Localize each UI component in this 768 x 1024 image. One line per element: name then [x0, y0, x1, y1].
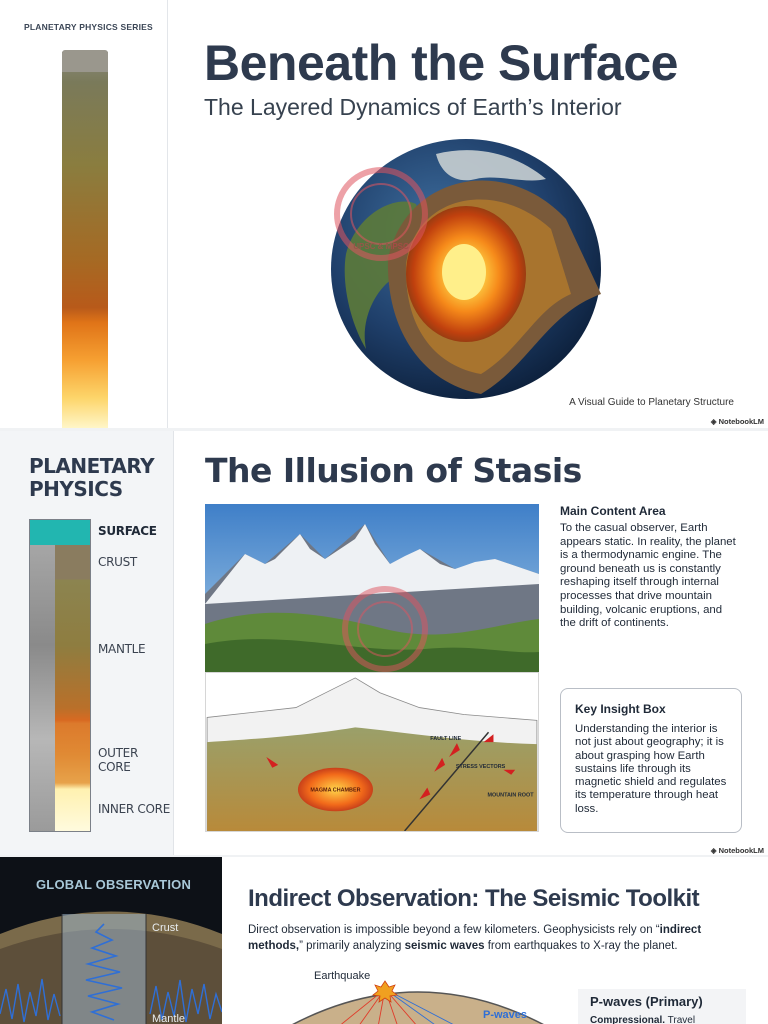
key-insight-box — [560, 688, 742, 833]
layer-label-inner-core: INNER CORE — [98, 802, 170, 816]
intro-part: from earthquakes to X-ray the planet. — [484, 939, 678, 952]
earthquake-label: Earthquake — [314, 970, 371, 982]
intro-part: Direct observation is impossible beyond a few kilometers. Geophysicists rely on “ — [248, 924, 660, 936]
intro-emphasis: seismic waves — [404, 939, 485, 952]
intro-emphasis: indirect methods, — [248, 924, 702, 952]
notebooklm-icon: ◈ — [710, 417, 717, 426]
main-content-text: To the casual observer, Earth appears static. In reality, the planet is a thermodynamic engine. The ground beneath us is constantly reshaping itself through internal processes that drive mountain building, volcanic eruptions, and the drift of continents. — [560, 522, 736, 630]
layer-label-outer-core: OUTER CORE — [98, 746, 138, 774]
layer-label-surface: SURFACE — [98, 524, 157, 538]
sidebar-title-line1: PLANETARY — [29, 454, 155, 478]
diagram-label-mountain-root: MOUNTAIN ROOT — [487, 792, 534, 799]
notebooklm-icon: ◈ — [710, 846, 717, 855]
layer-gradient-bar — [62, 52, 108, 428]
series-label: PLANETARY PHYSICS SERIES — [24, 22, 153, 32]
seismic-ray-diagram — [268, 967, 568, 1024]
notebooklm-brand — [711, 846, 764, 855]
brand-label: NotebookLM — [718, 417, 764, 426]
sidebar-heading: GLOBAL OBSERVATION — [36, 877, 192, 892]
slide-title — [0, 0, 768, 428]
pwaves-emphasis: Compressional. — [590, 1015, 666, 1024]
watermark-text: UPSC & MPSC — [353, 242, 409, 251]
intro-part: ” primarily analyzing — [299, 939, 405, 952]
slide-heading: The Illusion of Stasis — [205, 451, 582, 490]
main-content-heading: Main Content Area — [560, 504, 666, 518]
layer-label-crust: CRUST — [98, 555, 137, 569]
physics-sidebar — [0, 431, 174, 855]
guide-caption: A Visual Guide to Planetary Structure — [569, 397, 734, 408]
sidebar-label-crust: Crust — [152, 922, 179, 934]
intro-text — [248, 923, 748, 954]
seismic-cross-section — [0, 894, 222, 1024]
slide-title-heading: Beneath the Surface — [204, 35, 678, 91]
brand-label: NotebookLM — [718, 846, 764, 855]
slide-heading: Indirect Observation: The Seismic Toolkit — [248, 885, 700, 912]
slide-subtitle: The Layered Dynamics of Earth’s Interior — [204, 94, 622, 120]
crust-cap — [62, 50, 108, 72]
rock-strip — [30, 520, 55, 832]
layer-column — [29, 519, 91, 832]
inner-core — [442, 244, 486, 300]
key-insight-heading: Key Insight Box — [575, 702, 666, 716]
pwaves-description: Travel — [665, 1015, 696, 1024]
slide-seismic — [0, 857, 768, 1024]
diagram-label-fault-line: FAULT LINE — [430, 736, 462, 743]
earth-cutaway-image — [316, 134, 616, 404]
slide-illusion — [0, 431, 768, 855]
notebooklm-brand — [711, 417, 764, 426]
sidebar-title — [29, 455, 154, 501]
diagram-label-magma-chamber: MAGMA CHAMBER — [310, 787, 361, 794]
layer-label-mantle: MANTLE — [98, 642, 146, 656]
mountain-photo — [205, 504, 539, 672]
pwaves-info-box — [578, 989, 746, 1024]
observation-sidebar — [0, 857, 222, 1024]
title-sidebar — [0, 0, 168, 428]
key-insight-text: Understanding the interior is not just about geography; it is about grasping how Earth sustains life through its magnetic shield and regulates its temperature through heat loss. — [575, 723, 727, 815]
sidebar-title-line2: PHYSICS — [29, 477, 123, 501]
layer-gradient — [55, 520, 91, 832]
sidebar-label-mantle: Mantle — [152, 1013, 186, 1024]
pwaves-text — [590, 1015, 695, 1024]
tectonic-diagram — [205, 672, 539, 832]
diagram-label-stress-vectors: STRESS VECTORS — [455, 763, 506, 770]
pwaves-label: P-waves — [483, 1009, 528, 1021]
pwaves-heading: P-waves (Primary) — [590, 994, 703, 1009]
